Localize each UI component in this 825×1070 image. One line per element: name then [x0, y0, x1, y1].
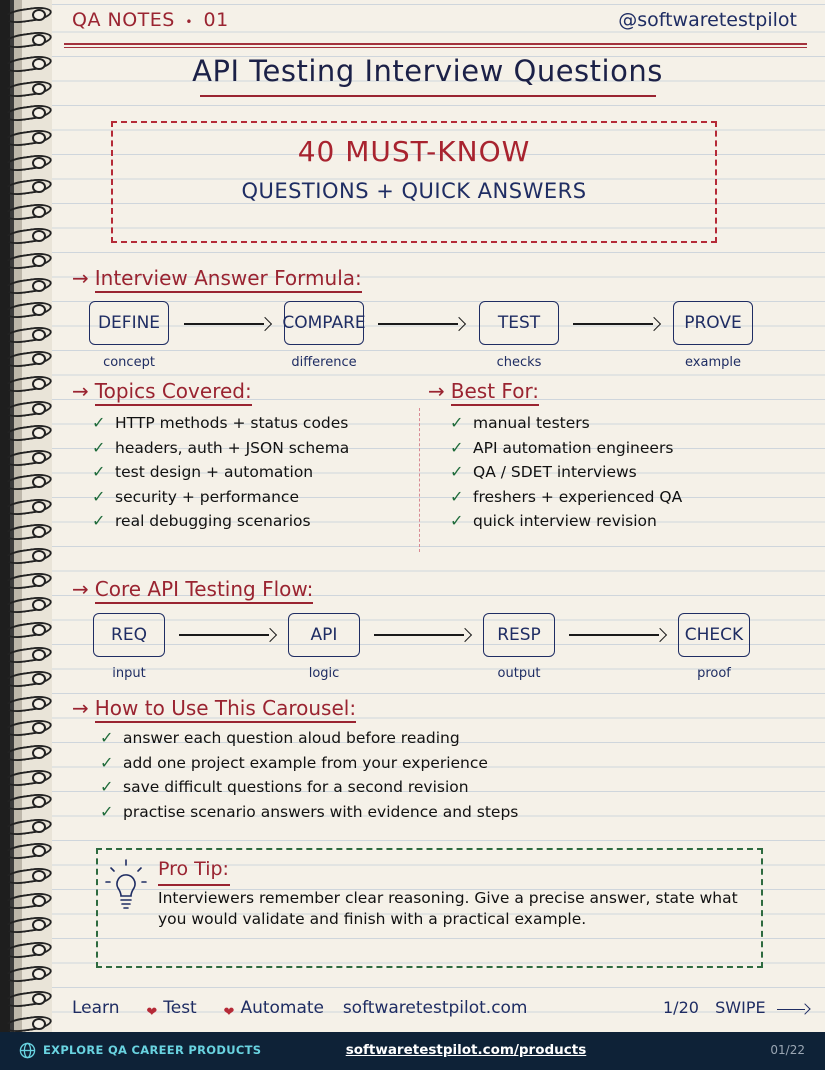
list-item: ✓ test design + automation — [92, 462, 314, 481]
how-to-use-heading: → How to Use This Carousel: — [72, 696, 356, 720]
spiral-ring — [4, 646, 50, 660]
spiral-ring — [4, 252, 50, 266]
arrow-icon: → — [428, 379, 445, 403]
products-link[interactable]: softwaretestpilot.com/products — [345, 1042, 587, 1058]
spiral-ring — [4, 892, 50, 906]
slide-number: 1/20 — [663, 998, 699, 1017]
best-for-heading: → Best For: — [428, 379, 539, 403]
spiral-ring — [4, 6, 50, 20]
list-item: ✓ headers, auth + JSON schema — [92, 437, 350, 457]
best-for-list — [450, 412, 682, 535]
spiral-ring — [4, 621, 50, 635]
spiral-ring — [4, 793, 50, 807]
spiral-ring — [4, 498, 50, 512]
cta-label: EXPLORE QA CAREER PRODUCTS — [43, 1043, 262, 1057]
check-icon: ✓ — [450, 413, 464, 432]
hero-box — [111, 121, 717, 243]
swipe-label: SWIPE — [715, 998, 766, 1017]
spiral-ring — [4, 400, 50, 414]
arrow-icon: → — [72, 266, 89, 290]
spiral-ring — [4, 990, 50, 1004]
topics-list — [92, 412, 349, 535]
list-item: ✓ API automation engineers — [450, 437, 674, 457]
flow-caption: input — [112, 666, 146, 681]
check-icon: ✓ — [92, 511, 106, 530]
topics-heading: → Topics Covered: — [72, 379, 252, 403]
formula-caption: checks — [496, 355, 542, 370]
hero-headline: 40 MUST-KNOW — [297, 135, 531, 168]
spiral-ring — [4, 424, 50, 438]
how-to-use-list — [100, 727, 518, 825]
spiral-ring — [4, 104, 50, 118]
arrow-icon: → — [72, 577, 89, 601]
answer-formula-heading: → Interview Answer Formula: — [72, 266, 362, 290]
check-icon: ✓ — [450, 486, 464, 506]
list-item: ✓ QA / SDET interviews — [450, 462, 637, 481]
spiral-ring — [4, 375, 50, 389]
list-item: ✓ security + performance — [92, 486, 299, 506]
flow-step-resp: RESP — [483, 613, 555, 657]
page-counter: 01/22 — [770, 1043, 805, 1057]
spiral-ring — [4, 818, 50, 832]
slide-indicator — [663, 998, 809, 1017]
formula-caption: example — [685, 355, 741, 370]
title-underline — [200, 95, 656, 97]
pro-tip-title: Pro Tip: — [158, 858, 229, 880]
spiral-binding — [0, 0, 52, 1032]
spiral-ring — [4, 941, 50, 955]
spiral-ring — [4, 719, 50, 733]
pro-tip-box — [96, 848, 763, 968]
flow-arrow-icon — [184, 318, 270, 330]
flow-caption: output — [497, 666, 541, 681]
flow-arrow-icon — [569, 629, 665, 641]
lightbulb-icon — [105, 858, 147, 914]
spiral-ring — [4, 916, 50, 930]
hero-subheadline: QUESTIONS + QUICK ANSWERS — [241, 179, 587, 203]
spiral-ring — [4, 769, 50, 783]
page-title: API Testing Interview Questions — [192, 54, 663, 88]
spiral-ring — [4, 572, 50, 586]
list-item: ✓ save difficult questions for a second revision — [100, 777, 469, 796]
flow-step-api: API — [288, 613, 360, 657]
spiral-ring — [4, 277, 50, 291]
pro-tip-underline — [158, 884, 230, 886]
spiral-ring — [4, 227, 50, 241]
flow-arrow-icon — [378, 318, 464, 330]
check-icon: ✓ — [100, 777, 114, 796]
list-item: ✓ practise scenario answers with evidence and steps — [100, 801, 519, 821]
flow-step-req: REQ — [93, 613, 165, 657]
flow-arrow-icon — [179, 629, 275, 641]
formula-step-compare: COMPARE — [284, 301, 364, 345]
formula-caption: difference — [291, 355, 357, 370]
footer-tagline — [72, 998, 528, 1018]
bottom-cta-bar — [0, 1032, 825, 1070]
spiral-ring — [4, 842, 50, 856]
core-flow-heading: → Core API Testing Flow: — [72, 577, 313, 601]
social-handle: @softwaretestpilot — [618, 9, 797, 31]
spiral-ring — [4, 154, 50, 168]
spiral-ring — [4, 1015, 50, 1029]
check-icon: ✓ — [92, 462, 106, 481]
spiral-ring — [4, 350, 50, 364]
list-item: ✓ real debugging scenarios — [92, 511, 311, 530]
list-item: ✓ answer each question aloud before reading — [100, 728, 460, 747]
check-icon: ✓ — [450, 511, 464, 530]
header-rule-double — [64, 47, 807, 48]
check-icon: ✓ — [92, 437, 106, 457]
spiral-ring — [4, 31, 50, 45]
footer-site: softwaretestpilot.com — [342, 998, 528, 1018]
spiral-ring — [4, 178, 50, 192]
check-icon: ✓ — [92, 486, 106, 506]
formula-step-prove: PROVE — [673, 301, 753, 345]
footer-learn: Learn — [72, 998, 120, 1018]
series-label: QA NOTES • 01 — [72, 9, 229, 31]
spiral-ring — [4, 326, 50, 340]
formula-step-test: TEST — [479, 301, 559, 345]
spiral-ring — [4, 473, 50, 487]
flow-step-check: CHECK — [678, 613, 750, 657]
formula-caption: concept — [103, 355, 155, 370]
swipe-arrow-icon — [777, 1004, 809, 1014]
list-item: ✓ freshers + experienced QA — [450, 486, 683, 506]
footer-automate: Automate — [240, 998, 325, 1018]
spiral-ring — [4, 547, 50, 561]
spiral-ring — [4, 867, 50, 881]
flow-arrow-icon — [374, 629, 470, 641]
arrow-icon: → — [72, 696, 89, 720]
flow-caption: logic — [308, 666, 340, 681]
formula-step-define: DEFINE — [89, 301, 169, 345]
spiral-ring — [4, 449, 50, 463]
arrow-icon: → — [72, 379, 89, 403]
spiral-ring — [4, 695, 50, 709]
flow-arrow-icon — [573, 318, 659, 330]
footer-test: Test — [163, 998, 197, 1018]
heart-icon: ❤ — [223, 1005, 235, 1020]
spiral-ring — [4, 301, 50, 315]
column-divider — [419, 408, 420, 552]
spiral-ring — [4, 203, 50, 217]
spiral-ring — [4, 596, 50, 610]
spiral-ring — [4, 744, 50, 758]
flow-caption: proof — [697, 666, 731, 681]
list-item: ✓ manual testers — [450, 413, 590, 432]
check-icon: ✓ — [92, 413, 106, 432]
spiral-ring — [4, 129, 50, 143]
check-icon: ✓ — [450, 462, 464, 481]
spiral-ring — [4, 670, 50, 684]
check-icon: ✓ — [100, 752, 114, 772]
heart-icon: ❤ — [146, 1005, 158, 1020]
pro-tip-text: Interviewers remember clear reasoning. Give a precise answer, state what you would validate and finish with a practical example. — [158, 889, 738, 928]
check-icon: ✓ — [100, 801, 114, 821]
check-icon: ✓ — [450, 437, 464, 457]
list-item: ✓ HTTP methods + status codes — [92, 413, 349, 432]
list-item: ✓ add one project example from your experience — [100, 752, 488, 772]
list-item: ✓ quick interview revision — [450, 511, 657, 530]
header-rule — [64, 43, 807, 45]
check-icon: ✓ — [100, 728, 114, 747]
spiral-ring — [4, 523, 50, 537]
spiral-ring — [4, 965, 50, 979]
